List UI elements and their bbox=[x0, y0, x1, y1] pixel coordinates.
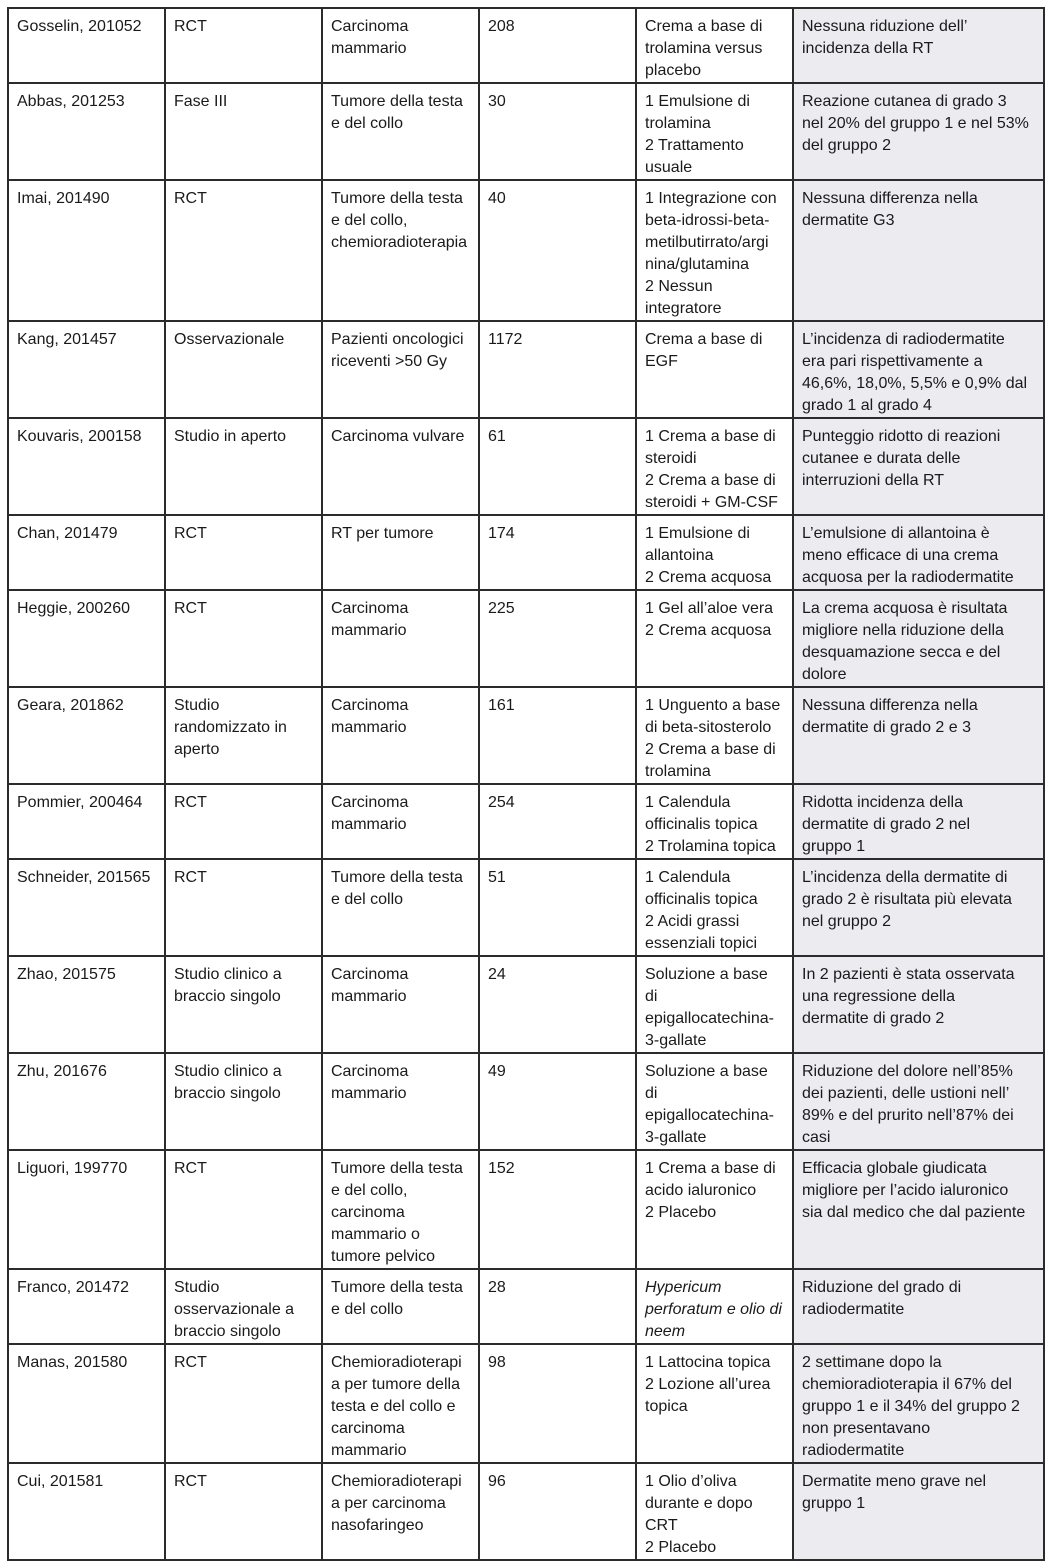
sample-size-cell: 225 bbox=[479, 590, 636, 687]
population-cell: Carcinoma mammario bbox=[322, 956, 479, 1053]
treatment-cell: 1 Integrazione con beta-idrossi-beta- metilbutirrato/argi nina/glutamina 2 Nessun integratore bbox=[636, 180, 793, 321]
design-cell: Studio osservazionale a braccio singolo bbox=[165, 1269, 322, 1344]
table-row bbox=[8, 1463, 1044, 1560]
sample-size-cell: 208 bbox=[479, 8, 636, 83]
result-cell: Dermatite meno grave nel gruppo 1 bbox=[793, 1463, 1044, 1560]
treatment-cell: Soluzione a base di epigallocatechina- 3-gallate bbox=[636, 1053, 793, 1150]
population-cell: Tumore della testa e del collo bbox=[322, 859, 479, 956]
design-cell: Studio randomizzato in aperto bbox=[165, 687, 322, 784]
population-cell: Carcinoma mammario bbox=[322, 687, 479, 784]
result-cell: Punteggio ridotto di reazioni cutanee e durata delle interruzioni della RT bbox=[793, 418, 1044, 515]
sample-size-cell: 24 bbox=[479, 956, 636, 1053]
result-cell: In 2 pazienti è stata osservata una regressione della dermatite di grado 2 bbox=[793, 956, 1044, 1053]
population-cell: Tumore della testa e del collo, chemioradioterapia bbox=[322, 180, 479, 321]
population-cell: Tumore della testa e del collo bbox=[322, 1269, 479, 1344]
treatment-cell: 1 Calendula officinalis topica 2 Trolamina topica bbox=[636, 784, 793, 859]
design-cell: Fase III bbox=[165, 83, 322, 180]
treatment-cell: 1 Emulsione di trolamina 2 Trattamento usuale bbox=[636, 83, 793, 180]
population-cell: Pazienti oncologici riceventi >50 Gy bbox=[322, 321, 479, 418]
sample-size-cell: 254 bbox=[479, 784, 636, 859]
treatment-cell: 1 Olio d’oliva durante e dopo CRT 2 Placebo bbox=[636, 1463, 793, 1560]
treatment-cell: 1 Crema a base di steroidi 2 Crema a base di steroidi + GM-CSF bbox=[636, 418, 793, 515]
design-cell: RCT bbox=[165, 590, 322, 687]
study-cell: Geara, 201862 bbox=[8, 687, 165, 784]
treatment-cell: Crema a base di trolamina versus placebo bbox=[636, 8, 793, 83]
sample-size-cell: 51 bbox=[479, 859, 636, 956]
result-cell: Riduzione del dolore nell’85% dei pazienti, delle ustioni nell’ 89% e del prurito nell’87% dei casi bbox=[793, 1053, 1044, 1150]
table-row bbox=[8, 1344, 1044, 1463]
population-cell: Carcinoma mammario bbox=[322, 1053, 479, 1150]
design-cell: Osservazionale bbox=[165, 321, 322, 418]
document-page bbox=[7, 7, 1043, 1561]
design-cell: Studio clinico a braccio singolo bbox=[165, 956, 322, 1053]
sample-size-cell: 30 bbox=[479, 83, 636, 180]
sample-size-cell: 28 bbox=[479, 1269, 636, 1344]
population-cell: Carcinoma mammario bbox=[322, 8, 479, 83]
population-cell: Carcinoma vulvare bbox=[322, 418, 479, 515]
study-cell: Gosselin, 201052 bbox=[8, 8, 165, 83]
table-row bbox=[8, 956, 1044, 1053]
studies-table bbox=[7, 7, 1045, 1561]
population-cell: Carcinoma mammario bbox=[322, 590, 479, 687]
treatment-cell: 1 Unguento a base di beta-sitosterolo 2 Crema a base di trolamina bbox=[636, 687, 793, 784]
result-cell: 2 settimane dopo la chemioradioterapia il 67% del gruppo 1 e il 34% del gruppo 2 non presentavano radiodermatite bbox=[793, 1344, 1044, 1463]
design-cell: RCT bbox=[165, 784, 322, 859]
design-cell: RCT bbox=[165, 180, 322, 321]
table-row bbox=[8, 321, 1044, 418]
study-cell: Zhao, 201575 bbox=[8, 956, 165, 1053]
sample-size-cell: 152 bbox=[479, 1150, 636, 1269]
population-cell: Carcinoma mammario bbox=[322, 784, 479, 859]
table-row bbox=[8, 1053, 1044, 1150]
treatment-cell: 1 Lattocina topica 2 Lozione all’urea topica bbox=[636, 1344, 793, 1463]
population-cell: Tumore della testa e del collo, carcinoma mammario o tumore pelvico bbox=[322, 1150, 479, 1269]
study-cell: Chan, 201479 bbox=[8, 515, 165, 590]
result-cell: Efficacia globale giudicata migliore per l’acido ialuronico sia dal medico che dal paziente bbox=[793, 1150, 1044, 1269]
design-cell: Studio clinico a braccio singolo bbox=[165, 1053, 322, 1150]
treatment-cell: Soluzione a base di epigallocatechina- 3-gallate bbox=[636, 956, 793, 1053]
result-cell: Nessuna riduzione dell’ incidenza della RT bbox=[793, 8, 1044, 83]
treatment-cell: 1 Calendula officinalis topica 2 Acidi grassi essenziali topici bbox=[636, 859, 793, 956]
population-cell: RT per tumore bbox=[322, 515, 479, 590]
studies-table-body bbox=[8, 8, 1044, 1560]
treatment-cell: 1 Gel all’aloe vera 2 Crema acquosa bbox=[636, 590, 793, 687]
study-cell: Liguori, 199770 bbox=[8, 1150, 165, 1269]
sample-size-cell: 40 bbox=[479, 180, 636, 321]
result-cell: Reazione cutanea di grado 3 nel 20% del gruppo 1 e nel 53% del gruppo 2 bbox=[793, 83, 1044, 180]
result-cell: Nessuna differenza nella dermatite di grado 2 e 3 bbox=[793, 687, 1044, 784]
design-cell: RCT bbox=[165, 1150, 322, 1269]
result-cell: L’incidenza della dermatite di grado 2 è risultata più elevata nel gruppo 2 bbox=[793, 859, 1044, 956]
treatment-cell: 1 Crema a base di acido ialuronico 2 Placebo bbox=[636, 1150, 793, 1269]
sample-size-cell: 174 bbox=[479, 515, 636, 590]
study-cell: Franco, 201472 bbox=[8, 1269, 165, 1344]
table-row bbox=[8, 784, 1044, 859]
sample-size-cell: 161 bbox=[479, 687, 636, 784]
treatment-cell: Crema a base di EGF bbox=[636, 321, 793, 418]
sample-size-cell: 98 bbox=[479, 1344, 636, 1463]
study-cell: Zhu, 201676 bbox=[8, 1053, 165, 1150]
result-cell: Nessuna differenza nella dermatite G3 bbox=[793, 180, 1044, 321]
sample-size-cell: 61 bbox=[479, 418, 636, 515]
table-row bbox=[8, 180, 1044, 321]
study-cell: Schneider, 201565 bbox=[8, 859, 165, 956]
population-cell: Chemioradioterapi a per carcinoma nasofaringeo bbox=[322, 1463, 479, 1560]
result-cell: L’emulsione di allantoina è meno efficace di una crema acquosa per la radiodermatite bbox=[793, 515, 1044, 590]
design-cell: RCT bbox=[165, 1344, 322, 1463]
table-row bbox=[8, 859, 1044, 956]
study-cell: Pommier, 200464 bbox=[8, 784, 165, 859]
table-row bbox=[8, 590, 1044, 687]
table-row bbox=[8, 83, 1044, 180]
sample-size-cell: 96 bbox=[479, 1463, 636, 1560]
treatment-cell: Hypericum perforatum e olio di neem bbox=[636, 1269, 793, 1344]
design-cell: RCT bbox=[165, 515, 322, 590]
design-cell: RCT bbox=[165, 859, 322, 956]
table-row bbox=[8, 418, 1044, 515]
table-row bbox=[8, 1269, 1044, 1344]
population-cell: Tumore della testa e del collo bbox=[322, 83, 479, 180]
table-row bbox=[8, 687, 1044, 784]
study-cell: Manas, 201580 bbox=[8, 1344, 165, 1463]
result-cell: Riduzione del grado di radiodermatite bbox=[793, 1269, 1044, 1344]
study-cell: Kouvaris, 200158 bbox=[8, 418, 165, 515]
result-cell: L’incidenza di radiodermatite era pari rispettivamente a 46,6%, 18,0%, 5,5% e 0,9% dal grado 1 al grado 4 bbox=[793, 321, 1044, 418]
population-cell: Chemioradioterapi a per tumore della testa e del collo e carcinoma mammario bbox=[322, 1344, 479, 1463]
study-cell: Imai, 201490 bbox=[8, 180, 165, 321]
study-cell: Abbas, 201253 bbox=[8, 83, 165, 180]
sample-size-cell: 1172 bbox=[479, 321, 636, 418]
design-cell: RCT bbox=[165, 1463, 322, 1560]
sample-size-cell: 49 bbox=[479, 1053, 636, 1150]
study-cell: Cui, 201581 bbox=[8, 1463, 165, 1560]
study-cell: Heggie, 200260 bbox=[8, 590, 165, 687]
result-cell: Ridotta incidenza della dermatite di grado 2 nel gruppo 1 bbox=[793, 784, 1044, 859]
table-row bbox=[8, 515, 1044, 590]
study-cell: Kang, 201457 bbox=[8, 321, 165, 418]
design-cell: RCT bbox=[165, 8, 322, 83]
design-cell: Studio in aperto bbox=[165, 418, 322, 515]
table-row bbox=[8, 1150, 1044, 1269]
table-row bbox=[8, 8, 1044, 83]
result-cell: La crema acquosa è risultata migliore nella riduzione della desquamazione secca e del dolore bbox=[793, 590, 1044, 687]
treatment-cell: 1 Emulsione di allantoina 2 Crema acquosa bbox=[636, 515, 793, 590]
